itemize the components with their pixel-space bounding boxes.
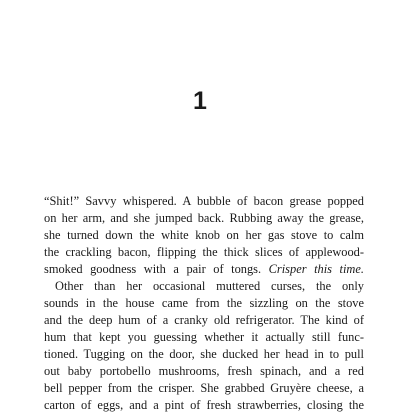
- text-line: [44, 244, 364, 261]
- text-segment: the crackling bacon, flipping the thick slices of applewood-: [44, 245, 364, 259]
- text-segment: carton of eggs, and a pint of fresh strawberries, closing the: [44, 398, 364, 412]
- text-segment: out baby portobello mushrooms, fresh spinach, and a red: [44, 364, 364, 378]
- text-segment: tioned. Tugging on the door, she ducked her head in to pull: [44, 347, 364, 361]
- text-line: [44, 210, 364, 227]
- chapter-number: 1: [193, 87, 207, 115]
- text-segment: she turned down the white knob on her gas stove to calm: [44, 228, 364, 242]
- text-line: [44, 261, 364, 278]
- text-line: [44, 329, 364, 346]
- text-segment: smoked goodness with a pair of tongs.: [44, 262, 269, 276]
- text-segment: sounds in the house came from the sizzling on the stove: [44, 296, 364, 310]
- text-segment: hum that kept you guessing whether it actually still func-: [44, 330, 364, 344]
- text-line: [44, 363, 364, 380]
- text-line: [44, 295, 364, 312]
- text-line: [44, 380, 364, 397]
- text-line: [44, 346, 364, 363]
- italic-text: Crisper this time.: [268, 262, 364, 276]
- text-segment: and the deep hum of a cranky old refrigerator. The kind of: [44, 313, 364, 327]
- text-segment: bell pepper from the crisper. She grabbed Gruyère cheese, a: [44, 381, 364, 395]
- text-line: [44, 278, 364, 295]
- chapter-body-text: [44, 193, 364, 414]
- text-line: [44, 227, 364, 244]
- text-line: [44, 397, 364, 414]
- text-segment: on her arm, and she jumped back. Rubbing away the grease,: [44, 211, 364, 225]
- text-line: [44, 193, 364, 210]
- text-line: [44, 312, 364, 329]
- text-segment: “Shit!” Savvy whispered. A bubble of bacon grease popped: [44, 194, 364, 208]
- text-segment: Other than her occasional muttered curses, the only: [55, 279, 364, 293]
